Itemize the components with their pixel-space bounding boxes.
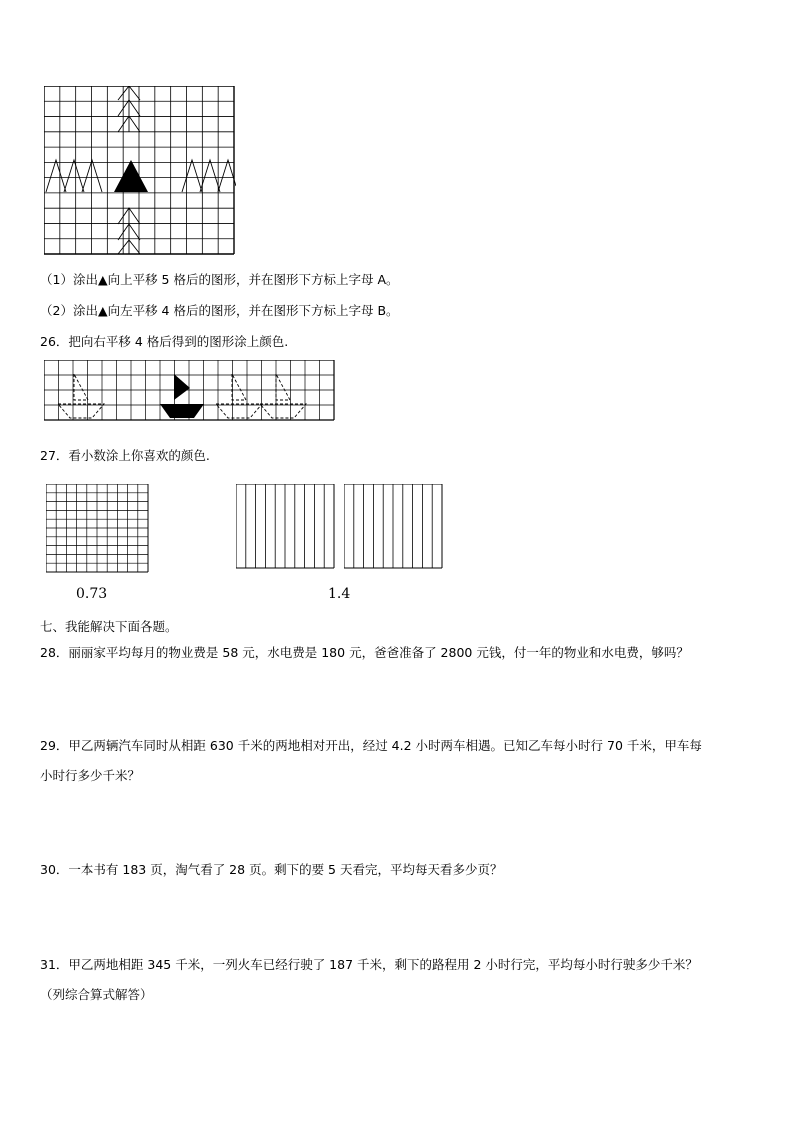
q25-black-triangle xyxy=(114,160,148,192)
q30-question: 30．一本书有 183 页，淘气看了 28 页。剩下的要 5 天看完，平均每天看多少页？ xyxy=(40,862,503,877)
q26-boat-grid xyxy=(44,360,336,422)
q27-hundred-grid xyxy=(46,484,150,574)
q26-question: 26．把向右平移 4 格后得到的图形涂上颜色. xyxy=(40,334,289,349)
q29-question-line2: 小时行多少千米？ xyxy=(40,768,141,783)
q31-question-line1: 31．甲乙两地相距 345 千米，一列火车已经行驶了 187 千米，剩下的路程用 2 小时行完，平均每小时行驶多少千米？ xyxy=(40,957,698,972)
section-7-title: 七、我能解决下面各题。 xyxy=(40,619,178,634)
q25-subquestion-2: （2）涂出▲向左平移 4 格后的图形，并在图形下方标上字母 B。 xyxy=(40,303,399,318)
q25-subquestion-1: （1）涂出▲向上平移 5 格后的图形，并在图形下方标上字母 A。 xyxy=(40,272,399,287)
q27-label-0.73: 0.73 xyxy=(76,586,108,602)
q25-translation-grid xyxy=(44,86,236,256)
q29-question-line1: 29．甲乙两辆汽车同时从相距 630 千米的两地相对开出，经过 4.2 小时两车相遇。已知乙车每小时行 70 千米，甲车每 xyxy=(40,738,702,753)
q31-question-line2: （列综合算式解答） xyxy=(40,987,153,1002)
q25-chevron-shapes xyxy=(46,86,236,254)
q27-question: 27．看小数涂上你喜欢的颜色. xyxy=(40,448,210,463)
q27-tenths-strip-1 xyxy=(236,484,336,570)
q28-question: 28．丽丽家平均每月的物业费是 58 元，水电费是 180 元，爸爸准备了 2800 元钱，付一年的物业和水电费，够吗？ xyxy=(40,645,689,660)
q27-label-1.4: 1.4 xyxy=(328,586,351,602)
q27-tenths-strip-2 xyxy=(344,484,444,570)
q26-black-boat xyxy=(160,374,204,418)
